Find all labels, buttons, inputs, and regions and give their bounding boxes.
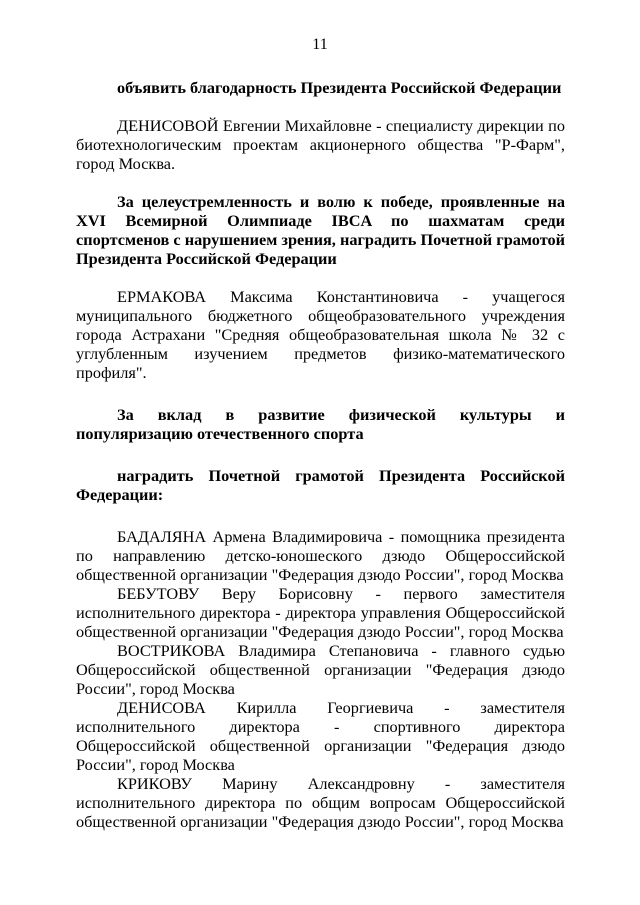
recipient-denisova-evgenia: ДЕНИСОВОЙ Евгении Михайловне - специалисту дирекции по биотехнологическим проектам акционерного общества "Р-Фарм", город Москва. <box>76 116 565 173</box>
decree-heading-sport: За вклад в развитие физической культуры и популяризацию отечественного спорта <box>76 405 565 443</box>
list-item: БЕБУТОВУ Веру Борисовну - первого заместителя исполнительного директора - директора управления Общероссийской общественной организации "Федерация дзюдо России", город Москва <box>76 584 565 641</box>
list-item: ДЕНИСОВА Кирилла Георгиевича - заместителя исполнительного директора - спортивного директора Общероссийской общественной организации "Федерация дзюдо России", город Москва <box>76 698 565 774</box>
page-number: 11 <box>312 36 328 53</box>
document-body <box>76 78 565 831</box>
awardee-list <box>76 527 565 831</box>
list-item: ВОСТРИКОВА Владимира Степановича - главного судью Общероссийской общественной организации "Федерация дзюдо России", город Москва <box>76 641 565 698</box>
recipient-ermakov: ЕРМАКОВА Максима Константиновича - учащегося муниципального бюджетного общеобразовательного учреждения города Астрахани "Средняя общеобразовательная школа № 32 с углубленным изучением предметов физико-математического профиля". <box>76 287 565 382</box>
decree-heading-gratitude: объявить благодарность Президента Российской Федерации <box>117 78 562 97</box>
decree-award-line: наградить Почетной грамотой Президента Российской Федерации: <box>76 466 565 504</box>
decree-heading-chess: За целеустремленность и волю к победе, проявленные на XVI Всемирной Олимпиаде IBCA по шахматам среди спортсменов с нарушением зрения, наградить Почетной грамотой Президента Российской Федерации <box>76 192 565 268</box>
list-item: БАДАЛЯНА Армена Владимировича - помощника президента по направлению детско-юношеского дзюдо Общероссийской общественной организации "Федерация дзюдо России", город Москва <box>76 527 565 584</box>
list-item: КРИКОВУ Марину Александровну - заместителя исполнительного директора по общим вопросам Общероссийской общественной организации "Федерация дзюдо России", город Москва <box>76 774 565 831</box>
